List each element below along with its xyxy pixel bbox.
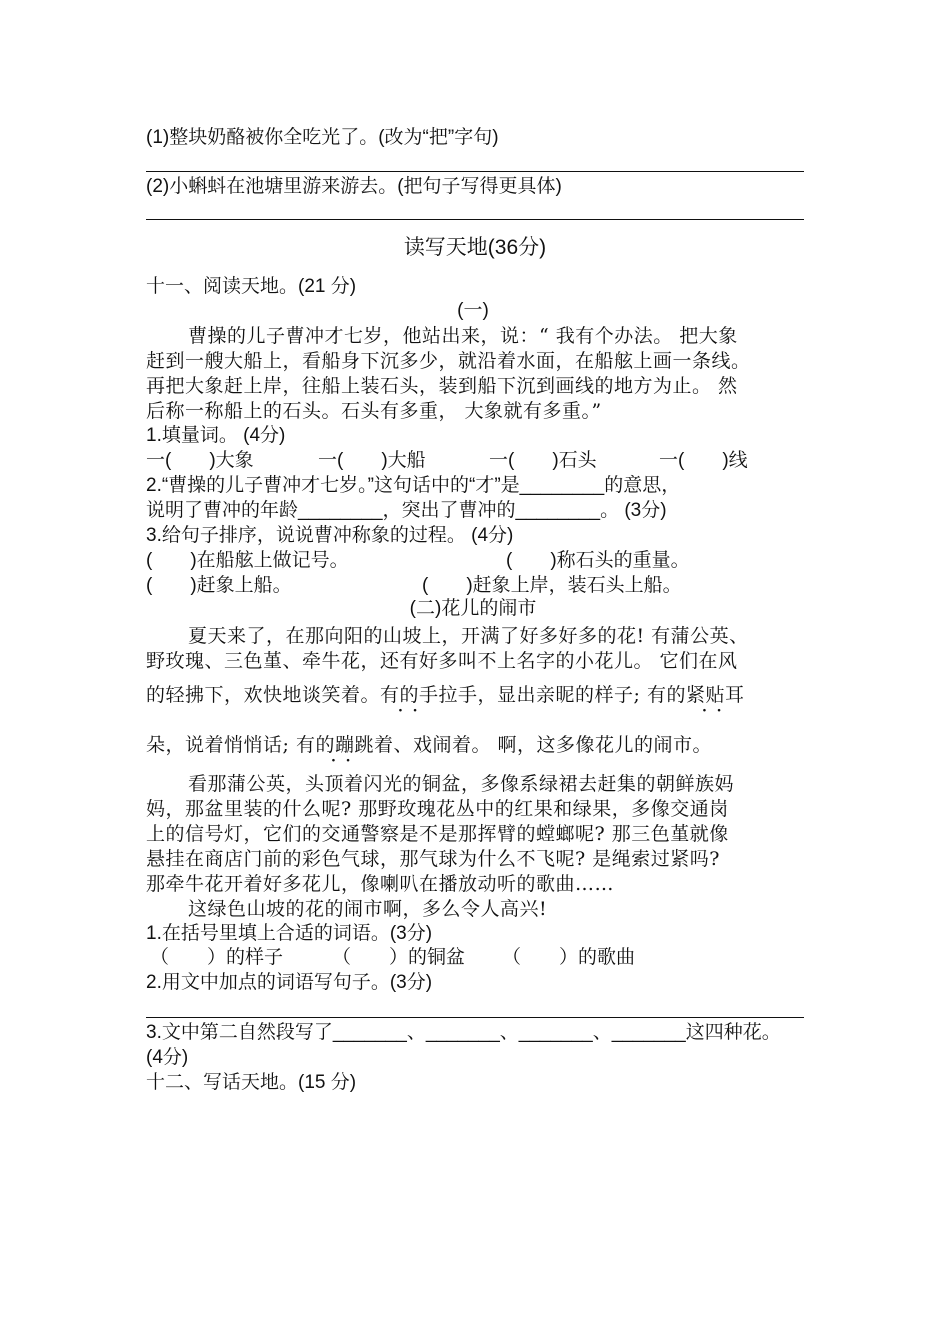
order-item[interactable]: ( )在船舷上做记号。	[146, 550, 349, 571]
passage2-line: 妈，那盆里装的什么呢? 那野玫瑰花丛中的红果和绿果，多像交通岗	[146, 798, 729, 820]
passage2-line: 上的信号灯，它们的交通警察是不是那挥臂的螳螂呢? 那三色堇就像	[146, 823, 729, 845]
p1-question-1: 1.填量词。 (4分)	[146, 425, 286, 446]
order-item[interactable]: ( )赶象上岸，装石头上船。	[422, 575, 682, 596]
word-blank[interactable]: （ ）的样子	[150, 947, 284, 968]
p2-question-3[interactable]: 3.文中第二自然段写了_______、_______、_______、_______这四种花。	[146, 1022, 781, 1043]
passage2-line: 看那蒲公英，头顶着闪光的铜盆，多像系绿裙去赶集的朝鲜族妈	[188, 773, 735, 795]
measure-word-blank[interactable]: 一( )大船	[318, 450, 426, 471]
section-title: 读写天地(36分)	[403, 236, 547, 259]
passage1-title: (一)	[457, 300, 489, 321]
p2-question-3-score: (4分)	[146, 1047, 189, 1068]
question-1: (1)整块奶酪被你全吃光了。(改为“把”字句)	[146, 127, 499, 148]
word-blank[interactable]: （ ）的歌曲	[502, 947, 636, 968]
passage2-line: 那牵牛花开着好多花儿，像喇叭在播放动听的歌曲……	[146, 873, 615, 895]
p1-question-3: 3.给句子排序，说说曹冲称象的过程。 (4分)	[146, 525, 514, 546]
p2-question-1: 1.在括号里填上合适的词语。(3分)	[146, 923, 433, 944]
part11-heading: 十一、阅读天地。(21 分)	[146, 276, 357, 297]
word-blank[interactable]: （ ）的铜盆	[332, 947, 466, 968]
passage1-line: 再把大象赶上岸，往船上装石头，装到船下沉到画线的地方为止。 然	[146, 375, 738, 397]
passage2-line: 的轻拂下，欢快地谈笑着。有的手拉手，显出亲昵的样子; 有的紧贴耳	[146, 684, 745, 706]
emphasis-dots: · ·	[702, 703, 722, 719]
passage1-line: 曹操的儿子曹冲才七岁，他站出来，说：“ 我有个办法。 把大象	[188, 325, 738, 347]
passage2-line: 夏天来了，在那向阳的山坡上，开满了好多好多的花! 有蒲公英、	[188, 625, 749, 647]
passage2-line: 野玫瑰、三色堇、牵牛花，还有好多叫不上名字的小花儿。 它们在风	[146, 650, 738, 672]
answer-line-2[interactable]	[146, 219, 804, 220]
passage2-line: 悬挂在商店门前的彩色气球，那气球为什么不飞呢? 是绳索过紧吗?	[146, 848, 720, 870]
p1-question-2[interactable]: 2.“曹操的儿子曹冲才七岁。”这句话中的“才”是________的意思，	[146, 475, 681, 496]
passage1-line: 赶到一艘大船上，看船身下沉多少，就沿着水面，在船舷上画一条线。	[146, 350, 751, 372]
passage2-line: 朵，说着悄悄话; 有的蹦跳着、戏闹着。 啊，这多像花儿的闹市。	[146, 734, 712, 756]
order-item[interactable]: ( )称石头的重量。	[506, 550, 690, 571]
p1-question-2-cont[interactable]: 说明了曹冲的年龄________，突出了曹冲的________。 (3分)	[146, 500, 667, 521]
measure-word-blank[interactable]: 一( )线	[659, 450, 748, 471]
passage2-line: 这绿色山坡的花的闹市啊，多么令人高兴!	[188, 898, 548, 920]
passage1-line: 后称一称船上的石头。石头有多重， 大象就有多重。”	[146, 400, 602, 422]
part12-heading: 十二、写话天地。(15 分)	[146, 1072, 357, 1093]
answer-line-3[interactable]	[146, 1017, 804, 1018]
passage2-title: (二)花儿的闹市	[409, 598, 537, 619]
question-2: (2)小蝌蚪在池塘里游来游去。(把句子写得更具体)	[146, 176, 562, 197]
p2-question-2: 2.用文中加点的词语写句子。(3分)	[146, 972, 433, 993]
answer-line-1[interactable]	[146, 171, 804, 172]
emphasis-dots: · ·	[331, 753, 351, 769]
order-item[interactable]: ( )赶象上船。	[146, 575, 292, 596]
measure-word-blank[interactable]: 一( )大象	[146, 450, 254, 471]
emphasis-dots: · ·	[398, 703, 418, 719]
measure-word-blank[interactable]: 一( )石头	[489, 450, 597, 471]
